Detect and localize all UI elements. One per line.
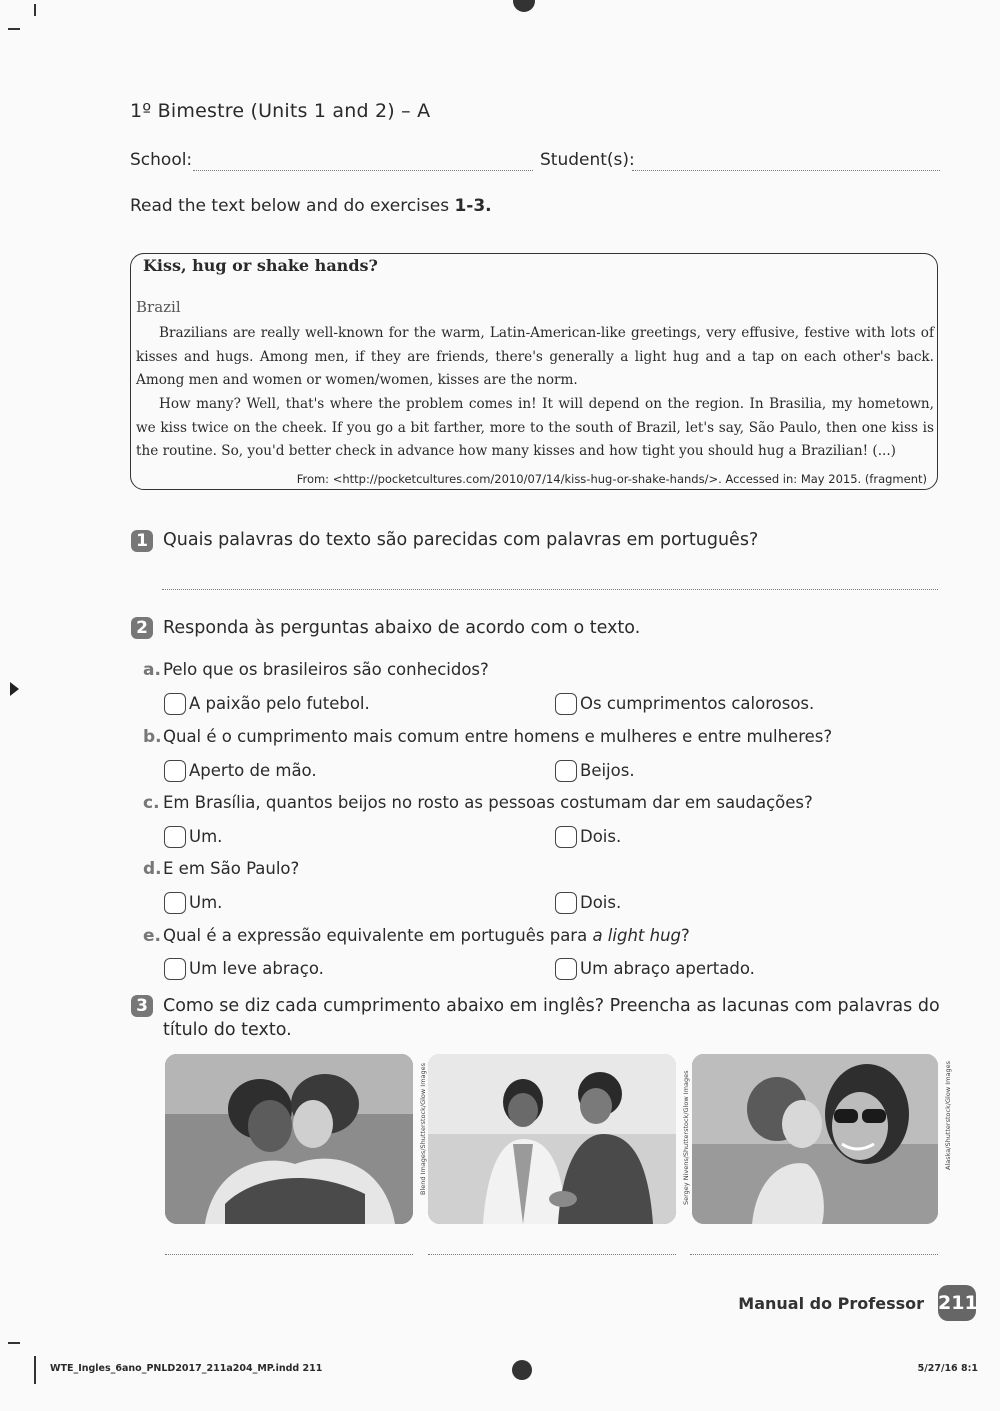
item-d-question: E em São Paulo? xyxy=(163,859,300,878)
kiss-illustration xyxy=(692,1054,938,1224)
reading-subtitle: Brazil xyxy=(136,298,181,316)
question-2-number: 2 xyxy=(131,617,153,639)
question-2-text: Responda às perguntas abaixo de acordo com o texto. xyxy=(163,618,641,638)
question-3-answer-line-3[interactable] xyxy=(690,1254,938,1255)
item-e-checkbox-1[interactable] xyxy=(164,958,186,980)
registration-mark xyxy=(512,1360,532,1380)
question-3-text-line-1: Como se diz cada cumprimento abaixo em inglês? Preencha as lacunas com palavras do xyxy=(163,996,940,1016)
page-number-badge: 211 xyxy=(938,1285,976,1321)
exercise-range: 1-3. xyxy=(454,196,492,216)
item-a-checkbox-2[interactable] xyxy=(555,693,577,715)
question-1-text: Quais palavras do texto são parecidas com palavras em português? xyxy=(163,530,759,550)
instructions xyxy=(130,196,492,216)
item-a-letter: a. xyxy=(143,660,161,680)
question-3-text-line-2: título do texto. xyxy=(163,1020,292,1040)
item-b-checkbox-1[interactable] xyxy=(164,760,186,782)
photo-hug xyxy=(165,1054,413,1224)
item-b-question: Qual é o cumprimento mais comum entre homens e mulheres e entre mulheres? xyxy=(163,727,833,746)
crop-mark xyxy=(34,1356,36,1384)
question-3-number: 3 xyxy=(131,995,153,1017)
photo-credit-3: Alaska/Shutterstock/Glow Images xyxy=(944,1061,952,1170)
item-e-question-end: ? xyxy=(681,926,690,945)
item-e-question-text: Qual é a expressão equivalente em português para xyxy=(163,926,593,945)
reading-paragraph-1: Brazilians are really well-known for the warm, Latin-American-like greetings, very effusive, festive with lots of kisses and hugs. Among men, if they are friends, there's generally a light hug and a tap on each other's back. Among men and women or women/women, kisses are the norm. xyxy=(136,325,934,388)
item-b-letter: b. xyxy=(143,727,162,747)
photo-kiss xyxy=(692,1054,938,1224)
item-d-letter: d. xyxy=(143,859,162,879)
item-a-question: Pelo que os brasileiros são conhecidos? xyxy=(163,660,489,679)
school-label: School: xyxy=(130,150,193,170)
students-field[interactable] xyxy=(632,170,940,171)
item-c-question: Em Brasília, quantos beijos no rosto as pessoas costumam dar em saudações? xyxy=(163,793,813,812)
reading-title: Kiss, hug or shake hands? xyxy=(143,256,378,275)
school-field[interactable] xyxy=(193,170,533,171)
students-label: Student(s): xyxy=(540,150,635,170)
instructions-text: Read the text below and do exercises xyxy=(130,196,455,216)
item-d-checkbox-2[interactable] xyxy=(555,892,577,914)
item-b-option-2: Beijos. xyxy=(580,761,635,780)
print-date: 5/27/16 8:1 xyxy=(917,1363,978,1374)
item-c-checkbox-1[interactable] xyxy=(164,826,186,848)
item-d-option-2: Dois. xyxy=(580,893,622,912)
hug-illustration xyxy=(165,1054,413,1224)
item-e-option-2: Um abraço apertado. xyxy=(580,959,755,978)
item-c-option-2: Dois. xyxy=(580,827,622,846)
question-3-answer-line-2[interactable] xyxy=(428,1254,676,1255)
item-c-option-1: Um. xyxy=(189,827,223,846)
worksheet-title: 1º Bimestre (Units 1 and 2) – A xyxy=(130,100,431,122)
item-c-checkbox-2[interactable] xyxy=(555,826,577,848)
item-e-option-1: Um leve abraço. xyxy=(189,959,324,978)
handshake-illustration xyxy=(428,1054,676,1224)
item-b-checkbox-2[interactable] xyxy=(555,760,577,782)
question-1-number: 1 xyxy=(131,530,153,552)
reading-source: From: <http://pocketcultures.com/2010/07/14/kiss-hug-or-shake-hands/>. Accessed in: May 2015. (fragment) xyxy=(296,472,927,486)
reading-text-box xyxy=(130,253,938,490)
photo-handshake xyxy=(428,1054,676,1224)
item-b-option-1: Aperto de mão. xyxy=(189,761,317,780)
item-d-option-1: Um. xyxy=(189,893,223,912)
file-slug: WTE_Ingles_6ano_PNLD2017_211a204_MP.indd 211 xyxy=(50,1363,323,1374)
teacher-manual-label: Manual do Professor xyxy=(738,1294,924,1313)
question-3-answer-line-1[interactable] xyxy=(165,1254,413,1255)
page-marker-icon xyxy=(10,682,19,696)
item-d-checkbox-1[interactable] xyxy=(164,892,186,914)
item-a-checkbox-1[interactable] xyxy=(164,693,186,715)
item-c-letter: c. xyxy=(143,793,160,813)
item-a-option-1: A paixão pelo futebol. xyxy=(189,694,370,713)
item-e-question xyxy=(163,926,690,945)
crop-mark xyxy=(8,1342,20,1344)
item-e-letter: e. xyxy=(143,926,161,946)
crop-mark xyxy=(34,4,36,16)
item-e-question-emphasis: a light hug xyxy=(592,926,682,945)
item-e-checkbox-2[interactable] xyxy=(555,958,577,980)
photo-credit-1: Blend Images/Shutterstock/Glow Images xyxy=(419,1062,427,1195)
photo-credit-2: Sergey Nivens/Shutterstock/Glow Images xyxy=(682,1070,690,1205)
registration-mark xyxy=(513,0,535,12)
item-a-option-2: Os cumprimentos calorosos. xyxy=(580,694,815,713)
reading-paragraph-2: How many? Well, that's where the problem comes in! It will depend on the region. In Brasilia, my hometown, we kiss twice on the cheek. If you go a bit farther, more to the south of Brazil, let's say, São Paulo, then one kiss is the routine. So, you'd better check in advance how many kisses and how tight you should hug a Brazilian! (...) xyxy=(136,396,934,459)
question-1-answer-line[interactable] xyxy=(162,589,938,590)
crop-mark xyxy=(8,28,20,30)
